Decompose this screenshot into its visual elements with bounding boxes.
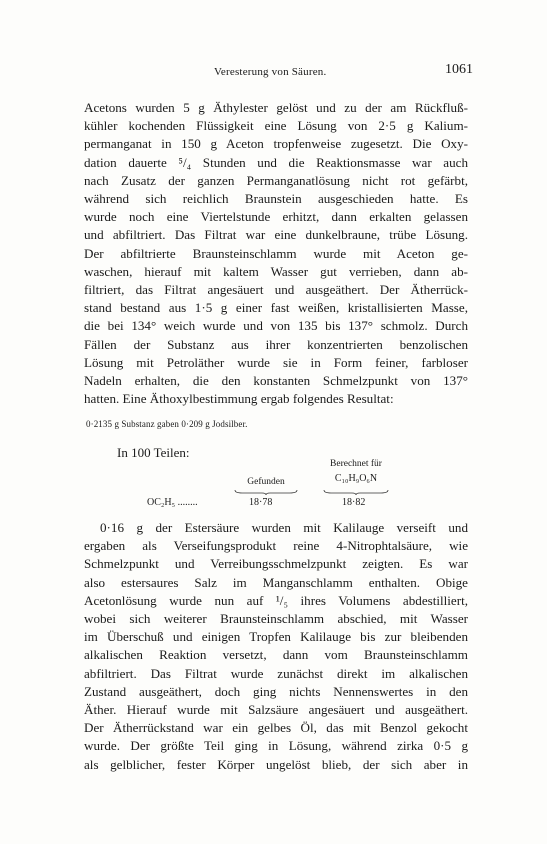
text-line: waschen, hierauf mit kaltem Wasser gut verrieben, dann ab- [84,263,468,279]
analysis-line: 0·2135 g Substanz gaben 0·209 g Jodsilber. [86,419,248,429]
text-line: wurde. Der größte Teil ging in Lösung, während zirka 0·5 g [84,738,468,754]
running-head: Veresterung von Säuren. [214,66,327,78]
text-line: 0·16 g der Estersäure wurden mit Kalilauge verseift und [100,520,468,535]
text-line: als gelblicher, fester Körper ungelöst blieb, der sich aber in [84,756,468,772]
text-line: während sich reichlich Braunstein ausgeschieden hatte. Es [84,191,468,207]
page-number: 1061 [445,62,473,77]
text-line: abfiltriert. Das Filtrat wurde zunächst direkt im alkalischen [84,665,468,681]
calculated-formula: C₁₀H₉O₆N [334,473,378,484]
text-line: Nadeln erhalten, die den konstanten Schmelzpunkt von 137° [84,373,468,389]
text-line: Der abfiltrierte Braunsteinschlamm wurde mit Aceton ge- [84,245,468,261]
text-line: Acetons wurden 5 g Äthylester gelöst und zu der am Rückfluß- [84,100,468,115]
ethoxyl-calculated-value: 18·82 [342,497,366,508]
text-line: Schmelzpunkt und Verreibungsschmelzpunkt zeigten. Es war [84,556,468,572]
paragraph-1 [84,99,468,408]
text-line: die bei 134° weich wurde und von 135 bis 137° schmolz. Durch [84,318,468,334]
paragraph-2 [84,519,468,774]
text-line: kühler kochenden Flüssigkeit eine Lösung von 2·5 g Kalium- [84,118,468,134]
text-line: Lösung mit Petroläther wurde sie in Form feiner, farbloser [84,354,468,370]
text-line: nach Zusatz der ganzen Permanganatlösung nicht rot gefärbt, [84,172,468,188]
ethoxyl-row-label: OC₂H₅ ........ [147,497,198,508]
text-line: Äther. Hierauf wurde mit Salzsäure angesäuert und ausgeäthert. [84,702,468,718]
text-line: stand bestand aus 1·5 g einer fast weißen, kristallisierten Masse, [84,300,468,316]
text-line: Acetonlösung wurde nun auf ¹/₅ ihres Volumens abdestilliert, [84,592,468,608]
text-line: Zustand ausgeäthert, doch ging nichts Nennenswertes in den [84,683,468,699]
text-line: permanganat in 150 g Aceton tropfenweise zugesetzt. Die Oxy- [84,136,468,152]
text-line: im Überschuß und einigen Tropfen Kalilauge bis zur bleibenden [84,629,468,645]
text-line: Der Ätherrückstand war ein gelbes Öl, das mit Benzol gekocht [84,720,468,736]
calculated-header: Berechnet für [330,459,382,469]
text-line: alkalischen Reaktion versetzt, dann vom Braunsteinschlamm [84,647,468,663]
ethoxyl-found-value: 18·78 [249,497,273,508]
text-line: filtriert, das Filtrat angesäuert und ausgeäthert. Der Ätherrück- [84,282,468,298]
text-line: dation dauerte ⁵/₄ Stunden und die Reaktionsmasse war auch [84,154,468,170]
text-line: Fällen der Substanz aus ihrer konzentrierten benzolischen [84,336,468,352]
in-100-parts-label: In 100 Teilen: [117,445,190,460]
text-line: also estersaures Salz im Manganschlamm enthalten. Obige [84,574,468,590]
text-line: wurde noch eine Viertelstunde erhitzt, dann erkalten gelassen [84,209,468,225]
found-brace [234,489,298,495]
calculated-brace [323,489,389,495]
text-line: und abfiltriert. Das Filtrat war eine dunkelbraune, trübe Lösung. [84,227,468,243]
text-line: wobei sich weiterer Braunsteinschlamm abschied, mit Wasser [84,611,468,627]
found-header: Gefunden [247,477,285,487]
text-line: ergaben als Verseifungsprodukt reine 4-Nitrophtalsäure, wie [84,538,468,554]
text-line: hatten. Eine Äthoxylbestimmung ergab folgendes Resultat: [84,391,394,407]
